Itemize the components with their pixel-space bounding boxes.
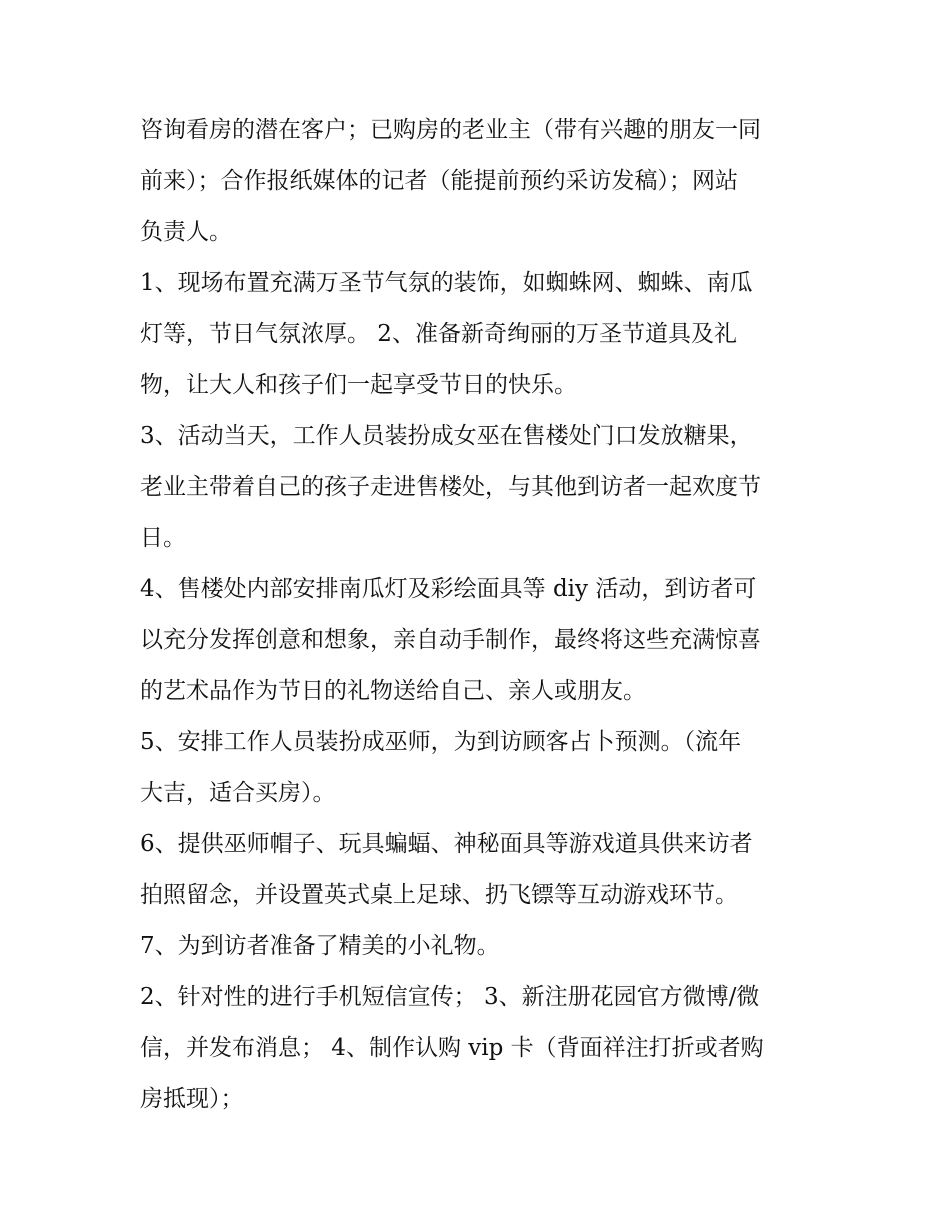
text-line-17: 7、为到访者准备了精美的小礼物。 [140, 933, 500, 959]
text-line-11: 以充分发挥创意和想象，亲自动手制作，最终将这些充满惊喜 [140, 627, 761, 653]
document-body [140, 105, 815, 1125]
text-line-15: 6、提供巫师帽子、玩具蝙蝠、神秘面具等游戏道具供来访者 [140, 831, 753, 857]
text-line-2: 前来）；合作报纸媒体的记者（能提前预约采访发稿）；网站 [140, 168, 738, 194]
text-line-12: 的艺术品作为节日的礼物送给自己、亲人或朋友。 [140, 678, 646, 704]
text-line-3: 负责人。 [140, 219, 232, 245]
text-line-4: 1、现场布置充满万圣节气氛的装饰，如蜘蛛网、蜘蛛、南瓜 [140, 270, 753, 296]
text-line-7: 3、活动当天，工作人员装扮成女巫在售楼处门口发放糖果， [140, 423, 753, 449]
text-line-10: 4、售楼处内部安排南瓜灯及彩绘面具等 diy 活动，到访者可 [140, 576, 757, 602]
text-line-1: 咨询看房的潜在客户；已购房的老业主（带有兴趣的朋友一同 [140, 117, 761, 143]
text-line-18: 2、针对性的进行手机短信宣传； 3、新注册花园官方微博/微 [140, 984, 760, 1010]
text-line-6: 物，让大人和孩子们一起享受节日的快乐。 [140, 372, 577, 398]
text-line-16: 拍照留念，并设置英式桌上足球、扔飞镖等互动游戏环节。 [140, 882, 738, 908]
text-line-13: 5、安排工作人员装扮成巫师，为到访顾客占卜预测。（流年 [140, 729, 742, 755]
text-line-20: 房抵现）； [140, 1086, 244, 1112]
text-line-19: 信，并发布消息； 4、制作认购 vip 卡（背面祥注打折或者购 [140, 1035, 764, 1061]
text-line-9: 日。 [140, 525, 186, 551]
text-line-14: 大吉，适合买房）。 [140, 780, 336, 806]
text-line-5: 灯等，节日气氛浓厚。 2、准备新奇绚丽的万圣节道具及礼 [140, 321, 737, 347]
text-line-8: 老业主带着自己的孩子走进售楼处，与其他到访者一起欢度节 [140, 474, 761, 500]
